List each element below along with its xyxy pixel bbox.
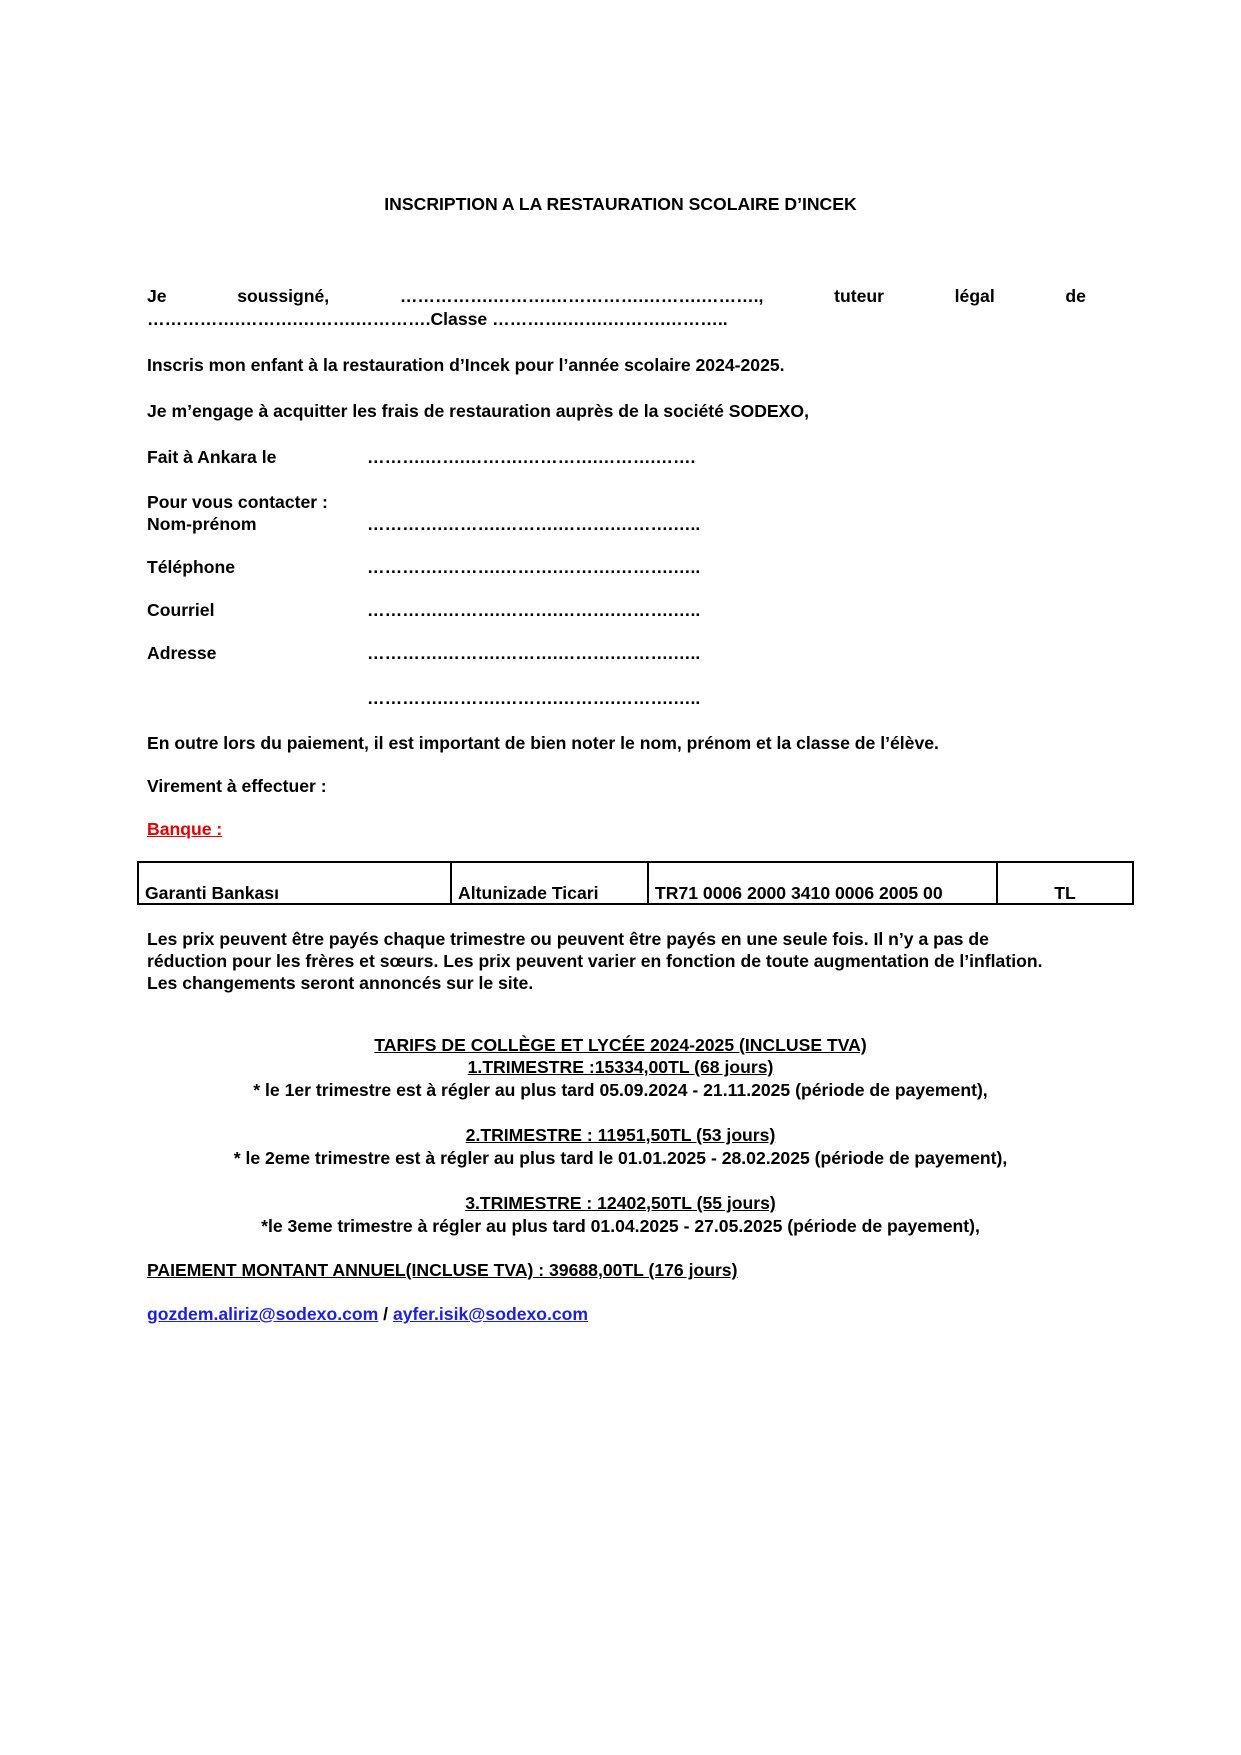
trimestre-1-note: * le 1er trimestre est à régler au plus tard 05.09.2024 - 21.11.2025 (période de payement), — [253, 1080, 988, 1100]
nom-prenom-blank: ………….……….……….……….……….….. — [367, 514, 701, 534]
trimestre-1-heading: 1.TRIMESTRE :15334,00TL (68 jours) — [467, 1057, 774, 1077]
word-je: Je — [147, 286, 167, 306]
word-soussigne: soussigné, — [237, 286, 330, 306]
bank-name-cell: Garanti Bankası — [138, 862, 451, 904]
telephone-blank: ………….……….……….……….……….….. — [367, 557, 701, 577]
guardian-line — [147, 285, 1086, 307]
currency-cell: TL — [997, 862, 1133, 904]
adresse-blank: ………….……….……….……….……….….. — [367, 643, 701, 663]
iban-cell: TR71 0006 2000 3410 0006 2005 00 — [648, 862, 997, 904]
pricing-paragraph: Les prix peuvent être payés chaque trimestre ou peuvent être payés en une seule fois. Il n’y a pas de réduction pour les frères et sœurs. Les prix peuvent varier en fonction de toute augmentation de l’inflation. Les changements seront annoncés sur le site. — [147, 929, 1043, 993]
table-row — [138, 862, 1133, 904]
payment-note: En outre lors du paiement, il est important de bien noter le nom, prénom et la classe de l’élève. — [147, 733, 939, 753]
word-legal: légal — [954, 286, 995, 306]
email-separator: / — [378, 1304, 393, 1324]
tarifs-title: TARIFS DE COLLÈGE ET LYCÉE 2024-2025 (INCLUSE TVA) — [374, 1035, 867, 1055]
child-class-line: …………….……….……….………….Classe ………….…….……….……….. — [147, 309, 728, 329]
banque-label: Banque : — [147, 819, 223, 839]
annual-payment: PAIEMENT MONTANT ANNUEL(INCLUSE TVA) : 39688,00TL (176 jours) — [147, 1260, 738, 1280]
fait-label: Fait à Ankara le — [147, 447, 277, 467]
word-tuteur: tuteur — [834, 286, 884, 306]
email-link-gozdem[interactable]: gozdem.aliriz@sodexo.com — [147, 1304, 379, 1324]
bank-table — [137, 861, 1134, 905]
bank-branch-cell: Altunizade Ticari — [451, 862, 648, 904]
word-de: de — [1065, 286, 1086, 306]
fait-blank: ……….…….……….………….……….……. — [367, 447, 696, 467]
nom-prenom-label: Nom-prénom — [147, 514, 257, 534]
adresse-blank-line2: ………….……….……….……….……….….. — [367, 688, 701, 708]
adresse-label: Adresse — [147, 643, 217, 663]
trimestre-3-note: *le 3eme trimestre à régler au plus tard 01.04.2025 - 27.05.2025 (période de payement), — [261, 1216, 980, 1236]
page-title: INSCRIPTION A LA RESTAURATION SCOLAIRE D’INCEK — [384, 194, 857, 214]
courriel-label: Courriel — [147, 600, 215, 620]
trimestre-3-heading: 3.TRIMESTRE : 12402,50TL (55 jours) — [465, 1193, 776, 1213]
inscription-statement: Inscris mon enfant à la restauration d’Incek pour l’année scolaire 2024-2025. — [147, 355, 785, 375]
courriel-blank: ………….……….……….……….……….….. — [367, 600, 701, 620]
contact-emails — [147, 1303, 588, 1325]
guardian-name-blank: …………….……….…………….……….………., — [399, 286, 764, 306]
trimestre-2-note: * le 2eme trimestre est à régler au plus tard le 01.01.2025 - 28.02.2025 (période de payement), — [233, 1148, 1008, 1168]
telephone-label: Téléphone — [147, 557, 235, 577]
engagement-statement: Je m’engage à acquitter les frais de restauration auprès de la société SODEXO, — [147, 401, 809, 421]
virement-label: Virement à effectuer : — [147, 776, 327, 796]
trimestre-2-heading: 2.TRIMESTRE : 11951,50TL (53 jours) — [465, 1125, 776, 1145]
contact-heading: Pour vous contacter : — [147, 492, 328, 512]
email-link-ayfer[interactable]: ayfer.isik@sodexo.com — [392, 1304, 589, 1324]
